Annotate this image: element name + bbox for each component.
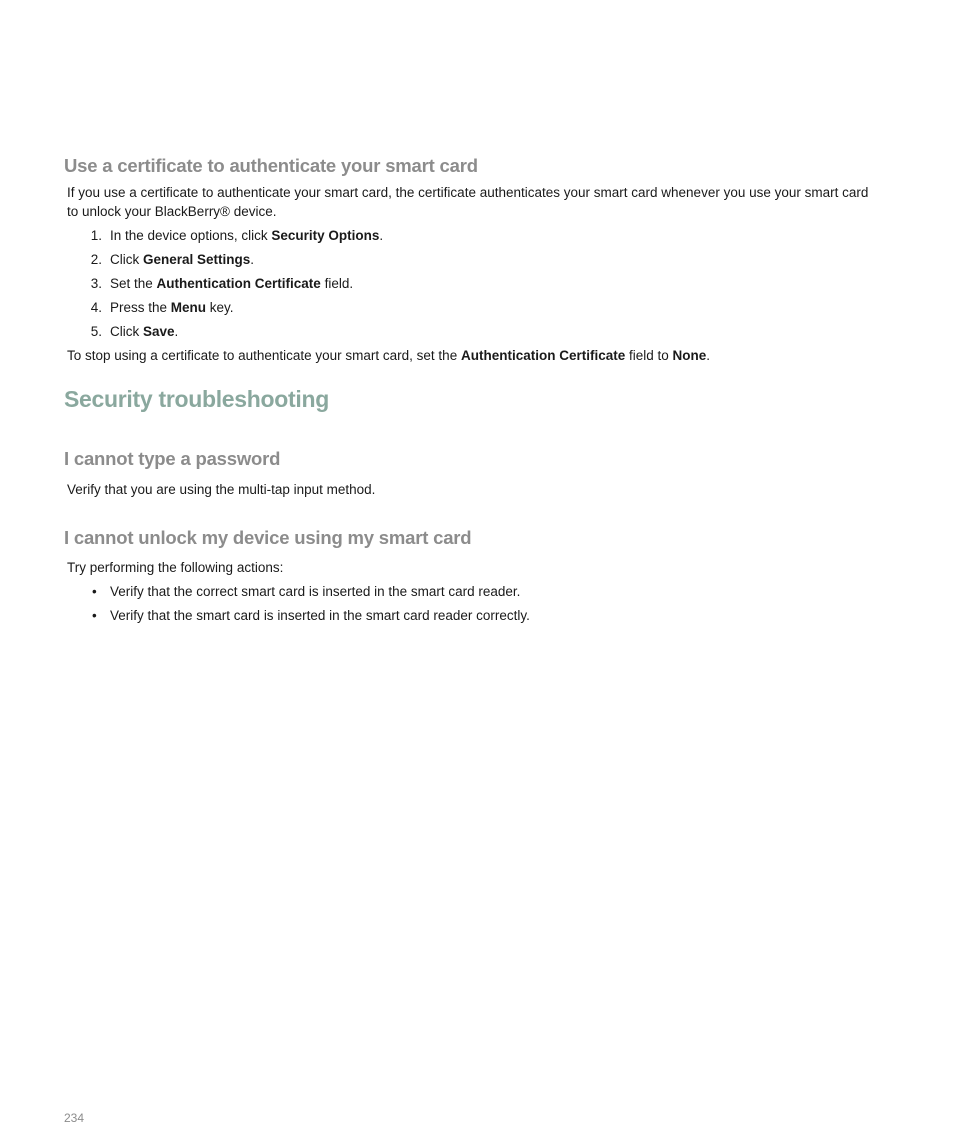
heading-use-certificate: Use a certificate to authenticate your smart card	[64, 155, 478, 176]
step-text-post: .	[174, 324, 179, 339]
bullet-mark: •	[92, 584, 97, 599]
page-number: 234	[64, 1111, 85, 1125]
heading-security-troubleshooting: Security troubleshooting	[64, 386, 329, 412]
step-text-pre: In the device options, click	[110, 228, 272, 243]
step-text-post: key.	[206, 300, 234, 315]
stop-text-pre: To stop using a certificate to authenticate your smart card, set the	[67, 348, 461, 363]
step-text-pre: Click	[110, 252, 143, 267]
step-text-pre: Set the	[110, 276, 157, 291]
step-text-post: .	[250, 252, 255, 267]
actions-intro: Try performing the following actions:	[67, 560, 284, 575]
step-text-bold: Security Options	[271, 228, 380, 243]
step-text-bold: Authentication Certificate	[156, 276, 321, 291]
step-text-pre: Press the	[110, 300, 171, 315]
step-text-post: field.	[320, 276, 354, 291]
step-text	[110, 298, 234, 317]
heading-cannot-unlock-device: I cannot unlock my device using my smart card	[64, 527, 472, 548]
intro-paragraph-line-2: to unlock your BlackBerry® device.	[67, 204, 277, 219]
bullet-mark: •	[92, 608, 97, 623]
step-number: 1.	[90, 228, 102, 243]
step-number: 4.	[90, 300, 102, 315]
step-number: 5.	[90, 324, 102, 339]
step-text-post: .	[379, 228, 384, 243]
stop-text-mid: field to	[625, 348, 673, 363]
step-number: 3.	[90, 276, 102, 291]
step-text	[110, 274, 353, 293]
step-text-pre: Click	[110, 324, 143, 339]
intro-paragraph-line-1: If you use a certificate to authenticate your smart card, the certificate authenticates your smart card whenever you use your smart card	[67, 185, 869, 200]
step-text	[110, 226, 383, 245]
stop-text-field-name: Authentication Certificate	[460, 348, 626, 363]
bullet-text: Verify that the correct smart card is inserted in the smart card reader.	[110, 584, 521, 599]
step-text-bold: Menu	[170, 300, 207, 315]
heading-cannot-type-password: I cannot type a password	[64, 448, 281, 469]
step-text-bold: Save	[143, 324, 175, 339]
step-text-bold: General Settings	[143, 252, 251, 267]
step-number: 2.	[90, 252, 102, 267]
password-paragraph: Verify that you are using the multi-tap input method.	[67, 482, 376, 497]
bullet-text: Verify that the smart card is inserted in the smart card reader correctly.	[110, 608, 530, 623]
step-text	[110, 250, 254, 269]
stop-text-value: None	[672, 348, 707, 363]
stop-using-paragraph	[67, 346, 710, 365]
stop-text-post: .	[706, 348, 711, 363]
step-text	[110, 322, 178, 341]
